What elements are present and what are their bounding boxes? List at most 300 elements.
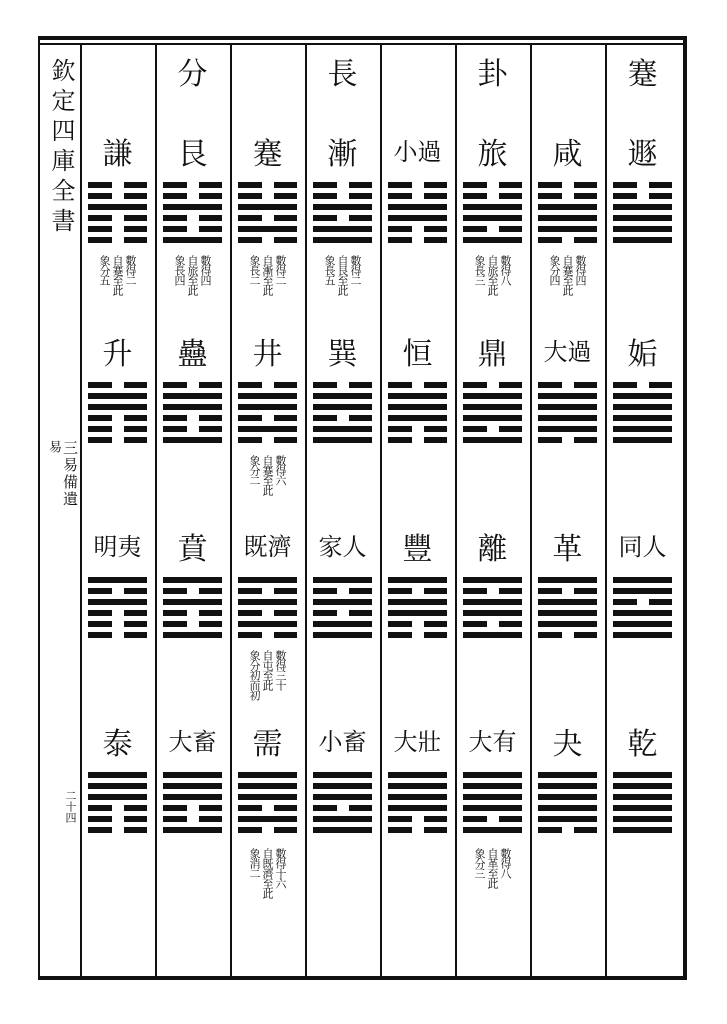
yang-line bbox=[538, 772, 597, 778]
hexagram-name: 恒 bbox=[402, 337, 433, 372]
yang-line bbox=[463, 827, 522, 833]
annotation-line: 象分三 bbox=[473, 848, 486, 878]
hexagram-name: 家人 bbox=[318, 533, 367, 561]
hexagram-name: 遯 bbox=[627, 137, 658, 172]
hexagram-figure bbox=[313, 182, 372, 248]
annotation-line: 自蹇至此 bbox=[261, 455, 274, 495]
hexagram-name: 升 bbox=[102, 337, 133, 372]
yang-line bbox=[463, 783, 522, 789]
yang-line bbox=[88, 393, 147, 399]
annotation-line: 數得二 bbox=[274, 255, 287, 285]
yin-line bbox=[463, 193, 522, 199]
yang-line bbox=[163, 204, 222, 210]
yang-line bbox=[238, 204, 297, 210]
yin-line bbox=[538, 437, 597, 443]
yang-line bbox=[163, 794, 222, 800]
hexagram-figure bbox=[238, 772, 297, 838]
hexagram-figure bbox=[88, 382, 147, 448]
yang-line bbox=[613, 783, 672, 789]
hexagram-name: 豐 bbox=[402, 532, 433, 567]
hexagram-name: 大過 bbox=[543, 338, 592, 366]
hexagram-figure bbox=[613, 577, 672, 643]
yang-line bbox=[538, 577, 597, 583]
annotation-line: 數得十六 bbox=[274, 848, 287, 888]
annotation-note bbox=[242, 255, 293, 295]
yin-line bbox=[238, 632, 297, 638]
annotation-line: 象長五 bbox=[323, 255, 336, 285]
yang-line bbox=[163, 827, 222, 833]
yang-line bbox=[388, 599, 447, 605]
yang-line bbox=[613, 610, 672, 616]
yin-line bbox=[463, 588, 522, 594]
yang-line bbox=[163, 783, 222, 789]
annotation-note bbox=[242, 650, 293, 700]
column-title: 長 bbox=[327, 57, 358, 92]
yang-line bbox=[613, 237, 672, 243]
hexagram-figure bbox=[163, 182, 222, 248]
yin-line bbox=[88, 827, 147, 833]
annotation-line: 象長三 bbox=[473, 255, 486, 285]
yin-line bbox=[163, 226, 222, 232]
yin-line bbox=[538, 632, 597, 638]
hexagram-name: 賁 bbox=[177, 532, 208, 567]
yang-line bbox=[313, 632, 372, 638]
hexagram-figure bbox=[313, 577, 372, 643]
left-border bbox=[38, 36, 40, 980]
yang-line bbox=[313, 816, 372, 822]
right-border bbox=[683, 36, 687, 980]
yang-line bbox=[613, 632, 672, 638]
hexagram-name: 艮 bbox=[177, 137, 208, 172]
hexagram-name: 泰 bbox=[102, 727, 133, 762]
annotation-note bbox=[92, 255, 143, 295]
yang-line bbox=[613, 415, 672, 421]
yin-line bbox=[88, 415, 147, 421]
yin-line bbox=[163, 415, 222, 421]
yin-line bbox=[538, 382, 597, 388]
annotation-line: 自漸至此 bbox=[261, 255, 274, 295]
yang-line bbox=[313, 783, 372, 789]
yang-line bbox=[313, 404, 372, 410]
yang-line bbox=[388, 415, 447, 421]
yang-line bbox=[163, 237, 222, 243]
yin-line bbox=[538, 588, 597, 594]
yin-line bbox=[88, 621, 147, 627]
bottom-border bbox=[38, 976, 685, 980]
annotation-line: 象長四 bbox=[173, 255, 186, 285]
column-divider bbox=[230, 43, 232, 976]
annotation-note bbox=[467, 848, 518, 888]
yin-line bbox=[613, 382, 672, 388]
hexagram-figure bbox=[88, 772, 147, 838]
hexagram-figure bbox=[613, 772, 672, 838]
yang-line bbox=[463, 204, 522, 210]
column-divider bbox=[305, 43, 307, 976]
annotation-line: 自革至此 bbox=[486, 848, 499, 888]
yang-line bbox=[538, 215, 597, 221]
annotation-line: 自旅至此 bbox=[486, 255, 499, 295]
annotation-line: 象長二 bbox=[248, 255, 261, 285]
yang-line bbox=[463, 599, 522, 605]
hexagram-figure bbox=[313, 382, 372, 448]
yin-line bbox=[238, 182, 297, 188]
yang-line bbox=[613, 772, 672, 778]
yang-line bbox=[163, 437, 222, 443]
yin-line bbox=[163, 588, 222, 594]
yang-line bbox=[538, 599, 597, 605]
yang-line bbox=[238, 226, 297, 232]
yin-line bbox=[88, 237, 147, 243]
annotation-note bbox=[167, 255, 218, 295]
hexagram-name: 既濟 bbox=[243, 533, 292, 561]
annotation-line: 數得二 bbox=[124, 255, 137, 285]
yang-line bbox=[538, 610, 597, 616]
yang-line bbox=[613, 393, 672, 399]
yin-line bbox=[313, 805, 372, 811]
annotation-note bbox=[242, 455, 293, 495]
annotation-line: 象消二 bbox=[248, 848, 261, 878]
yin-line bbox=[88, 632, 147, 638]
yin-line bbox=[313, 382, 372, 388]
yin-line bbox=[238, 610, 297, 616]
yang-line bbox=[463, 577, 522, 583]
book-subtitle: 三易備遺 bbox=[61, 440, 79, 508]
column-title: 蹇 bbox=[627, 57, 658, 92]
yang-line bbox=[238, 816, 297, 822]
hexagram-name: 井 bbox=[252, 337, 283, 372]
yang-line bbox=[238, 783, 297, 789]
yin-line bbox=[313, 215, 372, 221]
yang-line bbox=[613, 226, 672, 232]
yang-line bbox=[88, 204, 147, 210]
yang-line bbox=[388, 772, 447, 778]
hexagram-figure bbox=[463, 577, 522, 643]
yin-line bbox=[88, 182, 147, 188]
yang-line bbox=[313, 794, 372, 800]
yin-line bbox=[463, 621, 522, 627]
hexagram-figure bbox=[463, 382, 522, 448]
annotation-line: 數得四 bbox=[199, 255, 212, 285]
yang-line bbox=[538, 805, 597, 811]
annotation-note bbox=[467, 255, 518, 295]
annotation-line: 自旅至此 bbox=[186, 255, 199, 295]
yang-line bbox=[538, 621, 597, 627]
annotation-line: 自屯至此 bbox=[261, 650, 274, 690]
top-border-inner bbox=[38, 43, 685, 45]
annotation-line: 象分初而初 bbox=[248, 650, 261, 700]
yang-line bbox=[238, 794, 297, 800]
yang-line bbox=[613, 805, 672, 811]
yang-line bbox=[88, 794, 147, 800]
column-divider bbox=[80, 43, 82, 976]
yin-line bbox=[88, 437, 147, 443]
yin-line bbox=[388, 182, 447, 188]
yang-line bbox=[613, 426, 672, 432]
hexagram-name: 大有 bbox=[468, 728, 517, 756]
hexagram-name: 大畜 bbox=[168, 728, 217, 756]
yang-line bbox=[613, 816, 672, 822]
hexagram-name: 謙 bbox=[102, 137, 133, 172]
yang-line bbox=[238, 621, 297, 627]
annotation-line: 自既濟至此 bbox=[261, 848, 274, 898]
yin-line bbox=[313, 193, 372, 199]
annotation-note bbox=[542, 255, 593, 295]
yang-line bbox=[313, 621, 372, 627]
yang-line bbox=[313, 577, 372, 583]
hexagram-figure bbox=[463, 182, 522, 248]
annotation-note bbox=[317, 255, 368, 295]
hexagram-name: 巽 bbox=[327, 337, 358, 372]
yin-line bbox=[238, 382, 297, 388]
hexagram-figure bbox=[538, 577, 597, 643]
yin-line bbox=[463, 426, 522, 432]
yin-line bbox=[538, 193, 597, 199]
yang-line bbox=[463, 415, 522, 421]
yin-line bbox=[538, 237, 597, 243]
yang-line bbox=[463, 237, 522, 243]
hexagram-figure bbox=[163, 772, 222, 838]
yang-line bbox=[463, 404, 522, 410]
column-divider bbox=[155, 43, 157, 976]
yin-line bbox=[238, 437, 297, 443]
hexagram-figure bbox=[538, 382, 597, 448]
yang-line bbox=[163, 393, 222, 399]
yin-line bbox=[538, 827, 597, 833]
yang-line bbox=[238, 404, 297, 410]
hexagram-name: 同人 bbox=[618, 533, 667, 561]
yin-line bbox=[163, 816, 222, 822]
yang-line bbox=[163, 632, 222, 638]
yang-line bbox=[463, 632, 522, 638]
column-divider bbox=[605, 43, 607, 976]
yang-line bbox=[388, 805, 447, 811]
yang-line bbox=[463, 772, 522, 778]
yin-line bbox=[238, 237, 297, 243]
hexagram-name: 咸 bbox=[552, 137, 583, 172]
yin-line bbox=[313, 182, 372, 188]
hexagram-name: 漸 bbox=[327, 137, 358, 172]
yang-line bbox=[88, 577, 147, 583]
yin-line bbox=[163, 805, 222, 811]
column-title: 卦 bbox=[477, 57, 508, 92]
column-divider bbox=[530, 43, 532, 976]
yang-line bbox=[613, 827, 672, 833]
yin-line bbox=[163, 215, 222, 221]
hexagram-figure bbox=[538, 182, 597, 248]
yang-line bbox=[463, 393, 522, 399]
yang-line bbox=[613, 437, 672, 443]
yang-line bbox=[538, 404, 597, 410]
yang-line bbox=[463, 610, 522, 616]
yang-line bbox=[613, 204, 672, 210]
yang-line bbox=[163, 772, 222, 778]
yang-line bbox=[238, 426, 297, 432]
annotation-line: 自蹇至此 bbox=[561, 255, 574, 295]
yang-line bbox=[538, 226, 597, 232]
yang-line bbox=[313, 426, 372, 432]
hexagram-figure bbox=[388, 577, 447, 643]
annotation-line: 數得六 bbox=[274, 455, 287, 485]
hexagram-name: 小過 bbox=[393, 138, 442, 166]
yang-line bbox=[88, 404, 147, 410]
hexagram-name: 姤 bbox=[627, 337, 658, 372]
yin-line bbox=[88, 805, 147, 811]
hexagram-figure bbox=[313, 772, 372, 838]
hexagram-figure bbox=[88, 182, 147, 248]
yin-line bbox=[388, 382, 447, 388]
hexagram-figure bbox=[238, 382, 297, 448]
hexagram-figure bbox=[88, 577, 147, 643]
yin-line bbox=[388, 827, 447, 833]
yang-line bbox=[388, 404, 447, 410]
annotation-note bbox=[242, 848, 293, 898]
yang-line bbox=[163, 599, 222, 605]
hexagram-figure bbox=[463, 772, 522, 838]
yin-line bbox=[313, 588, 372, 594]
hexagram-name: 乾 bbox=[627, 727, 658, 762]
yin-line bbox=[88, 215, 147, 221]
yang-line bbox=[388, 204, 447, 210]
yang-line bbox=[613, 404, 672, 410]
annotation-line: 自蹇至此 bbox=[111, 255, 124, 295]
yang-line bbox=[313, 237, 372, 243]
yang-line bbox=[538, 816, 597, 822]
yin-line bbox=[388, 437, 447, 443]
hexagram-figure bbox=[163, 382, 222, 448]
yang-line bbox=[88, 599, 147, 605]
yin-line bbox=[238, 805, 297, 811]
yang-line bbox=[163, 577, 222, 583]
hexagram-figure bbox=[238, 577, 297, 643]
yin-line bbox=[388, 632, 447, 638]
yang-line bbox=[538, 783, 597, 789]
yang-line bbox=[313, 437, 372, 443]
yin-line bbox=[388, 816, 447, 822]
yin-line bbox=[388, 193, 447, 199]
yang-line bbox=[463, 794, 522, 800]
yin-line bbox=[613, 599, 672, 605]
yin-line bbox=[88, 226, 147, 232]
column-title: 分 bbox=[177, 57, 208, 92]
yang-line bbox=[388, 610, 447, 616]
yang-line bbox=[613, 215, 672, 221]
yin-line bbox=[388, 226, 447, 232]
hexagram-name: 蹇 bbox=[252, 137, 283, 172]
hexagram-name: 需 bbox=[252, 727, 283, 762]
hexagram-name: 夬 bbox=[552, 727, 583, 762]
yin-line bbox=[313, 415, 372, 421]
yin-line bbox=[238, 588, 297, 594]
hexagram-figure bbox=[388, 382, 447, 448]
yin-line bbox=[163, 621, 222, 627]
yin-line bbox=[463, 816, 522, 822]
yin-line bbox=[388, 588, 447, 594]
yin-line bbox=[463, 182, 522, 188]
hexagram-name: 鼎 bbox=[477, 337, 508, 372]
book-title: 欽定四庫全書 bbox=[47, 58, 75, 238]
yang-line bbox=[313, 599, 372, 605]
hexagram-name: 離 bbox=[477, 532, 508, 567]
yin-line bbox=[538, 182, 597, 188]
hexagram-name: 革 bbox=[552, 532, 583, 567]
yang-line bbox=[463, 805, 522, 811]
hexagram-figure bbox=[538, 772, 597, 838]
yang-line bbox=[313, 827, 372, 833]
annotation-line: 象分五 bbox=[98, 255, 111, 285]
yin-line bbox=[313, 610, 372, 616]
yang-line bbox=[538, 204, 597, 210]
yin-line bbox=[88, 193, 147, 199]
yang-line bbox=[538, 794, 597, 800]
hexagram-figure bbox=[163, 577, 222, 643]
yang-line bbox=[238, 599, 297, 605]
hexagram-name: 蠱 bbox=[177, 337, 208, 372]
yang-line bbox=[313, 204, 372, 210]
yin-line bbox=[163, 193, 222, 199]
yin-line bbox=[388, 621, 447, 627]
page-number: 二十四 bbox=[64, 790, 77, 823]
yang-line bbox=[613, 621, 672, 627]
yin-line bbox=[163, 382, 222, 388]
yin-line bbox=[88, 588, 147, 594]
yang-line bbox=[313, 226, 372, 232]
hexagram-figure bbox=[388, 772, 447, 838]
column-divider bbox=[455, 43, 457, 976]
section-mark: 易 bbox=[46, 440, 61, 453]
yin-line bbox=[163, 426, 222, 432]
hexagram-figure bbox=[238, 182, 297, 248]
yang-line bbox=[88, 772, 147, 778]
hexagram-figure bbox=[613, 382, 672, 448]
hexagram-name: 大壯 bbox=[393, 728, 442, 756]
yang-line bbox=[163, 404, 222, 410]
hexagram-figure bbox=[388, 182, 447, 248]
yang-line bbox=[313, 772, 372, 778]
hexagram-name: 明夷 bbox=[93, 533, 142, 561]
yin-line bbox=[88, 610, 147, 616]
top-border bbox=[38, 36, 685, 40]
yin-line bbox=[163, 182, 222, 188]
yin-line bbox=[88, 816, 147, 822]
yang-line bbox=[613, 588, 672, 594]
yang-line bbox=[238, 393, 297, 399]
yin-line bbox=[613, 182, 672, 188]
hexagram-name: 小畜 bbox=[318, 728, 367, 756]
yang-line bbox=[88, 783, 147, 789]
yang-line bbox=[313, 393, 372, 399]
yang-line bbox=[388, 215, 447, 221]
hexagram-figure bbox=[613, 182, 672, 248]
annotation-line: 數得四 bbox=[574, 255, 587, 285]
annotation-line: 象分二 bbox=[248, 455, 261, 485]
annotation-line: 數得八 bbox=[499, 848, 512, 878]
annotation-line: 數得二 bbox=[349, 255, 362, 285]
yin-line bbox=[388, 426, 447, 432]
yin-line bbox=[463, 382, 522, 388]
yin-line bbox=[238, 827, 297, 833]
yin-line bbox=[238, 215, 297, 221]
yang-line bbox=[388, 577, 447, 583]
yang-line bbox=[538, 393, 597, 399]
yang-line bbox=[463, 215, 522, 221]
yang-line bbox=[238, 577, 297, 583]
yang-line bbox=[388, 783, 447, 789]
yang-line bbox=[463, 437, 522, 443]
yang-line bbox=[538, 426, 597, 432]
yin-line bbox=[463, 226, 522, 232]
yin-line bbox=[238, 415, 297, 421]
hexagram-name: 旅 bbox=[477, 137, 508, 172]
